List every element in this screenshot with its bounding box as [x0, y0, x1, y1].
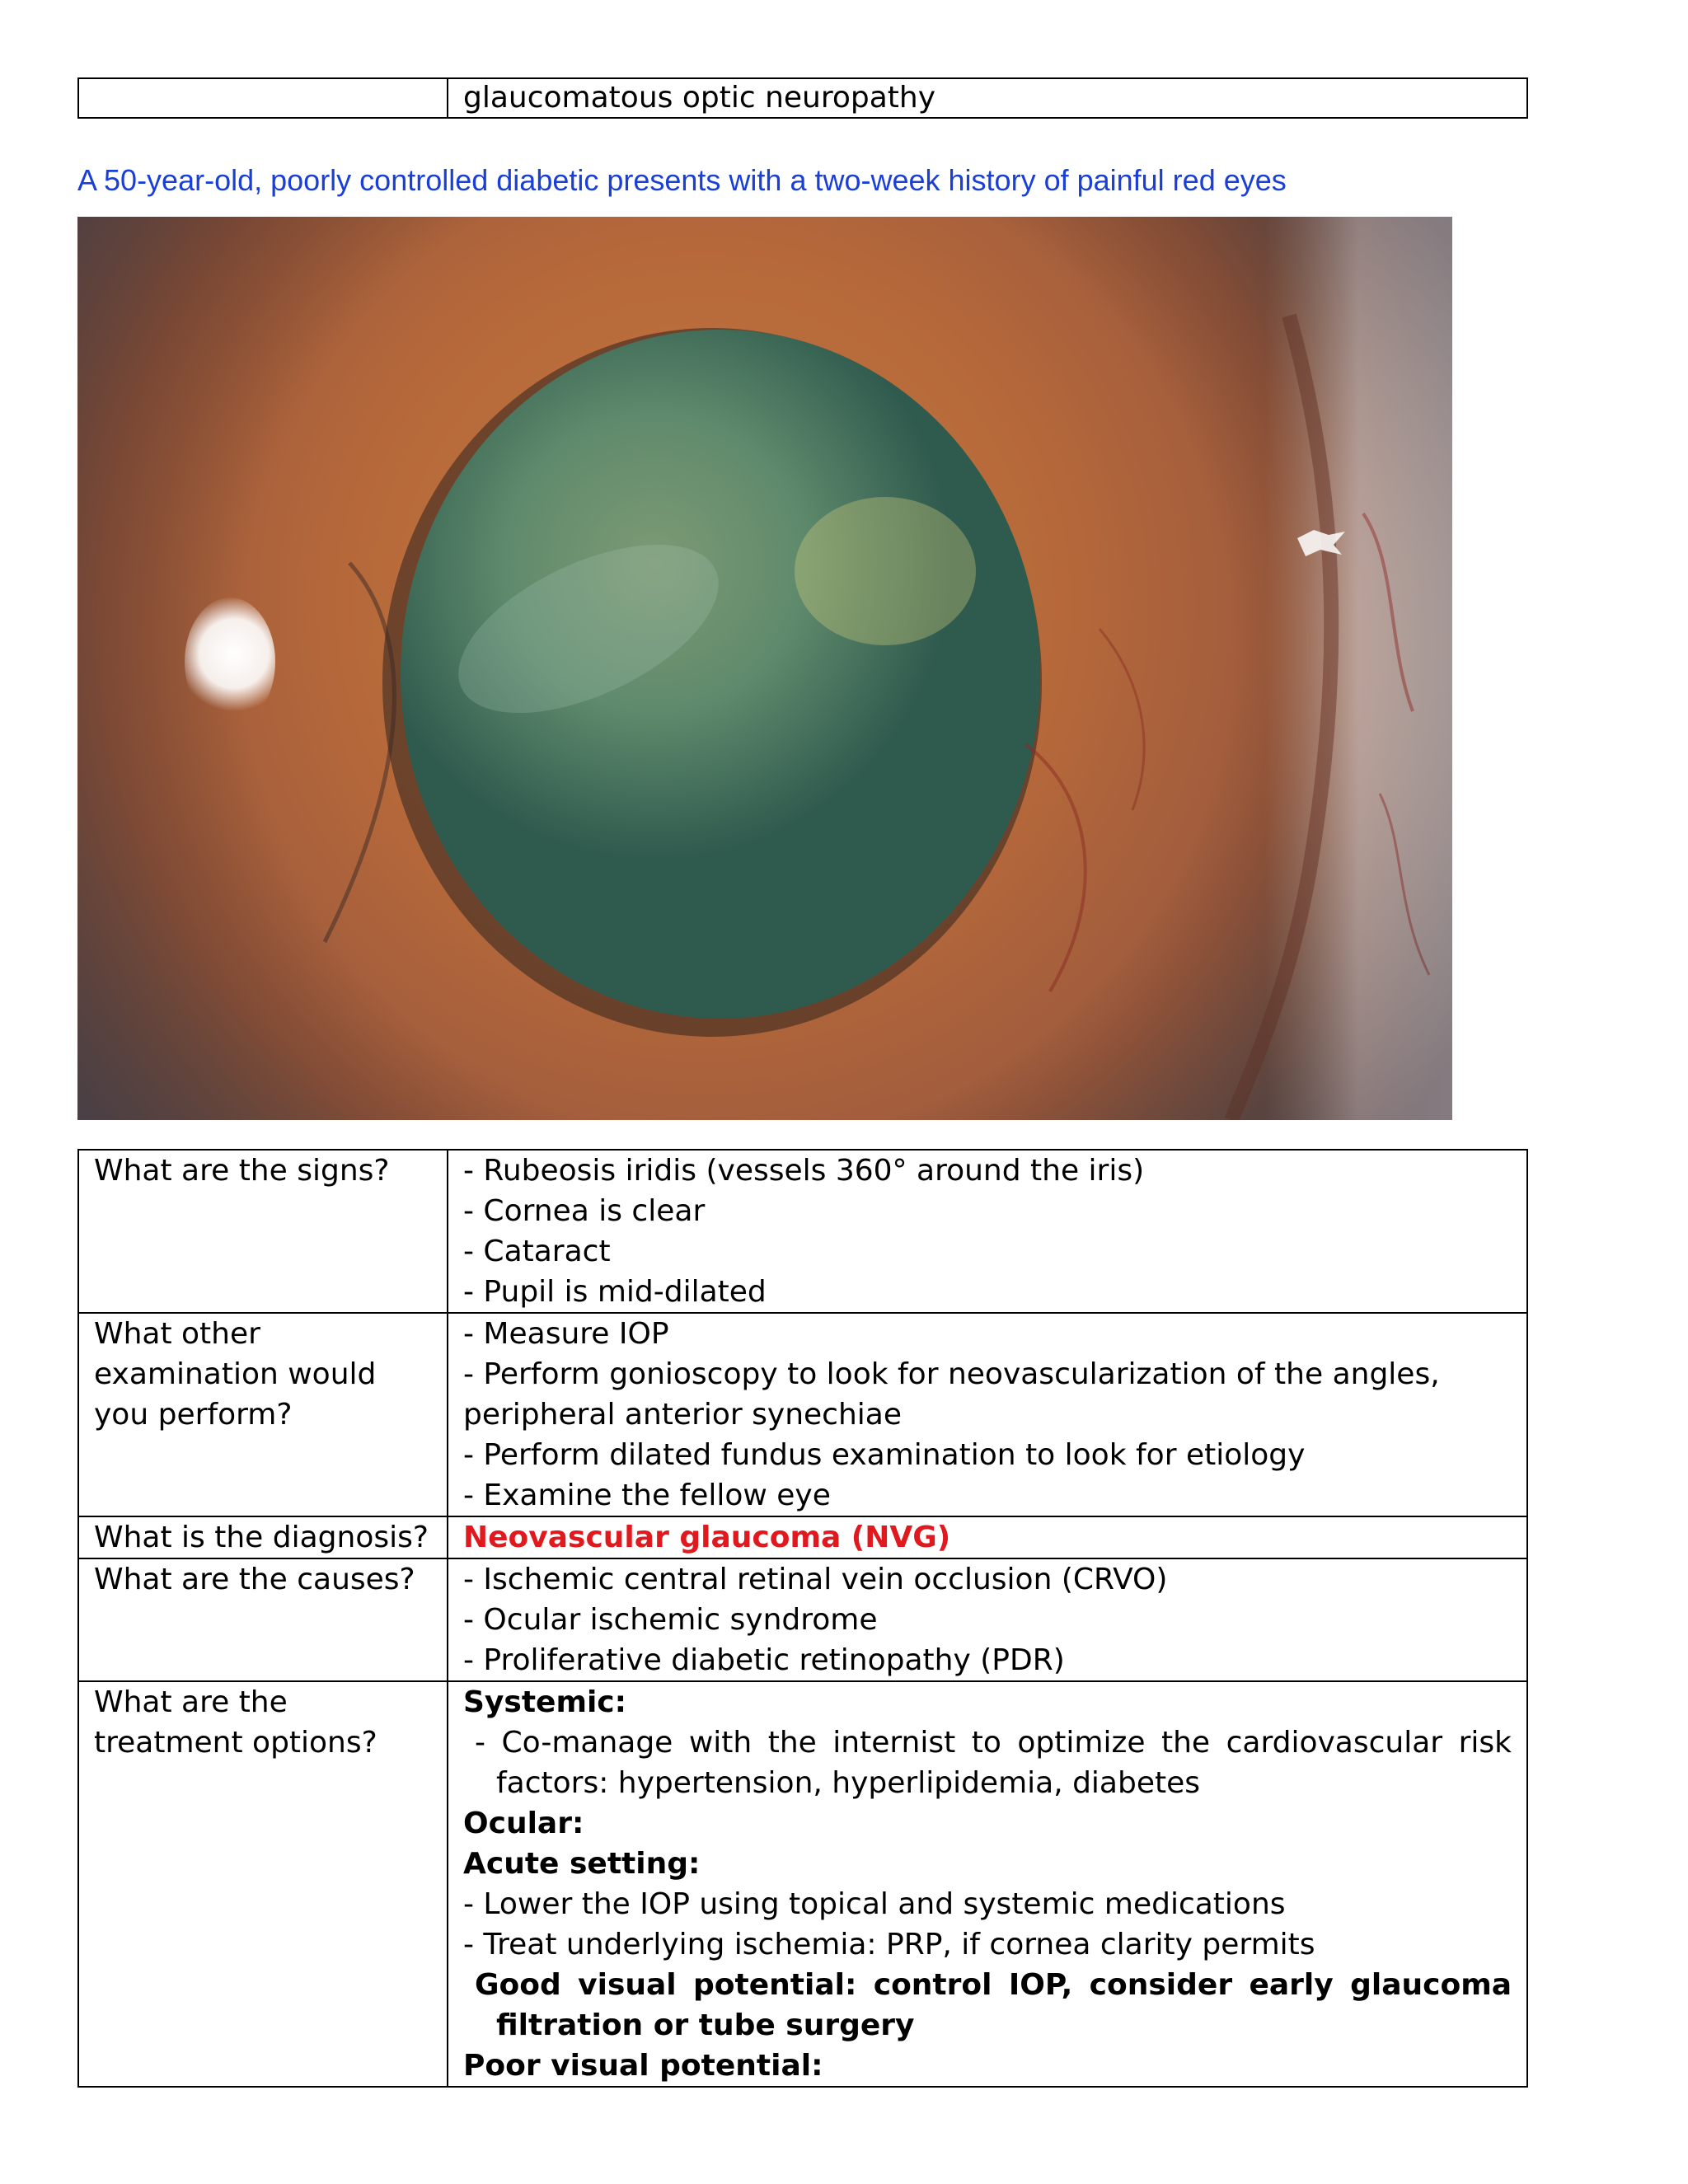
answer-line: - Ischemic central retinal vein occlusion (CRVO): [463, 1563, 1168, 1596]
table-row-treatment: [78, 1681, 1527, 2087]
answer-cell: [448, 1313, 1527, 1516]
answer-line: - Examine the fellow eye: [463, 1479, 831, 1512]
question-cell: What other examination would you perform?: [78, 1313, 448, 1516]
table-row-causes: [78, 1558, 1527, 1681]
answer-cell: glaucomatous optic neuropathy: [448, 78, 1527, 118]
diagnosis-answer: Neovascular glaucoma (NVG): [463, 1521, 951, 1554]
systemic-label: Systemic:: [463, 1685, 627, 1719]
answer-line: - Rubeosis iridis (vessels 360° around the iris): [463, 1154, 1145, 1188]
acute-label: Acute setting:: [463, 1847, 701, 1881]
answer-line: - Lower the IOP using topical and systemic medications: [463, 1887, 1286, 1921]
table-row: [78, 78, 1527, 118]
answer-cell: [448, 1150, 1527, 1313]
good-potential-line: Good visual potential: control IOP, consider early glaucoma filtration or tube surgery: [475, 1968, 1512, 2042]
continued-table: [77, 77, 1528, 119]
eye-photo-graphic: [77, 217, 1452, 1120]
ocular-label: Ocular:: [463, 1807, 584, 1840]
question-cell: What are the causes?: [78, 1558, 448, 1681]
answer-line: - Co-manage with the internist to optimize the cardiovascular risk factors: hypertension, hyperlipidemia, diabetes: [475, 1726, 1512, 1800]
answer-line: - Proliferative diabetic retinopathy (PDR): [463, 1643, 1065, 1677]
answer-line: - Treat underlying ischemia: PRP, if cornea clarity permits: [463, 1928, 1315, 1961]
qa-table: [77, 1149, 1528, 2088]
answer-line: - Pupil is mid-dilated: [463, 1275, 767, 1309]
poor-potential-line: Poor visual potential:: [463, 2049, 823, 2083]
question-cell: What is the diagnosis?: [78, 1516, 448, 1558]
question-cell: What are the treatment options?: [78, 1681, 448, 2087]
question-cell: [78, 78, 448, 118]
answer-line: - Cataract: [463, 1235, 611, 1268]
answer-cell: [448, 1558, 1527, 1681]
answer-line: - Measure IOP: [463, 1317, 669, 1351]
eye-photo: [77, 217, 1452, 1120]
table-row-diagnosis: [78, 1516, 1527, 1558]
answer-line: - Perform gonioscopy to look for neovascularization of the angles, peripheral anterior synechiae: [463, 1357, 1440, 1432]
table-row-signs: [78, 1150, 1527, 1313]
answer-line: - Perform dilated fundus examination to look for etiology: [463, 1438, 1306, 1472]
answer-line: - Ocular ischemic syndrome: [463, 1603, 878, 1637]
answer-line: - Cornea is clear: [463, 1194, 706, 1228]
table-row-exam: [78, 1313, 1527, 1516]
answer-cell: [448, 1681, 1527, 2087]
answer-cell: [448, 1516, 1527, 1558]
case-heading: A 50-year-old, poorly controlled diabetic presents with a two-week history of painful red eyes: [77, 163, 1287, 197]
question-cell: What are the signs?: [78, 1150, 448, 1313]
